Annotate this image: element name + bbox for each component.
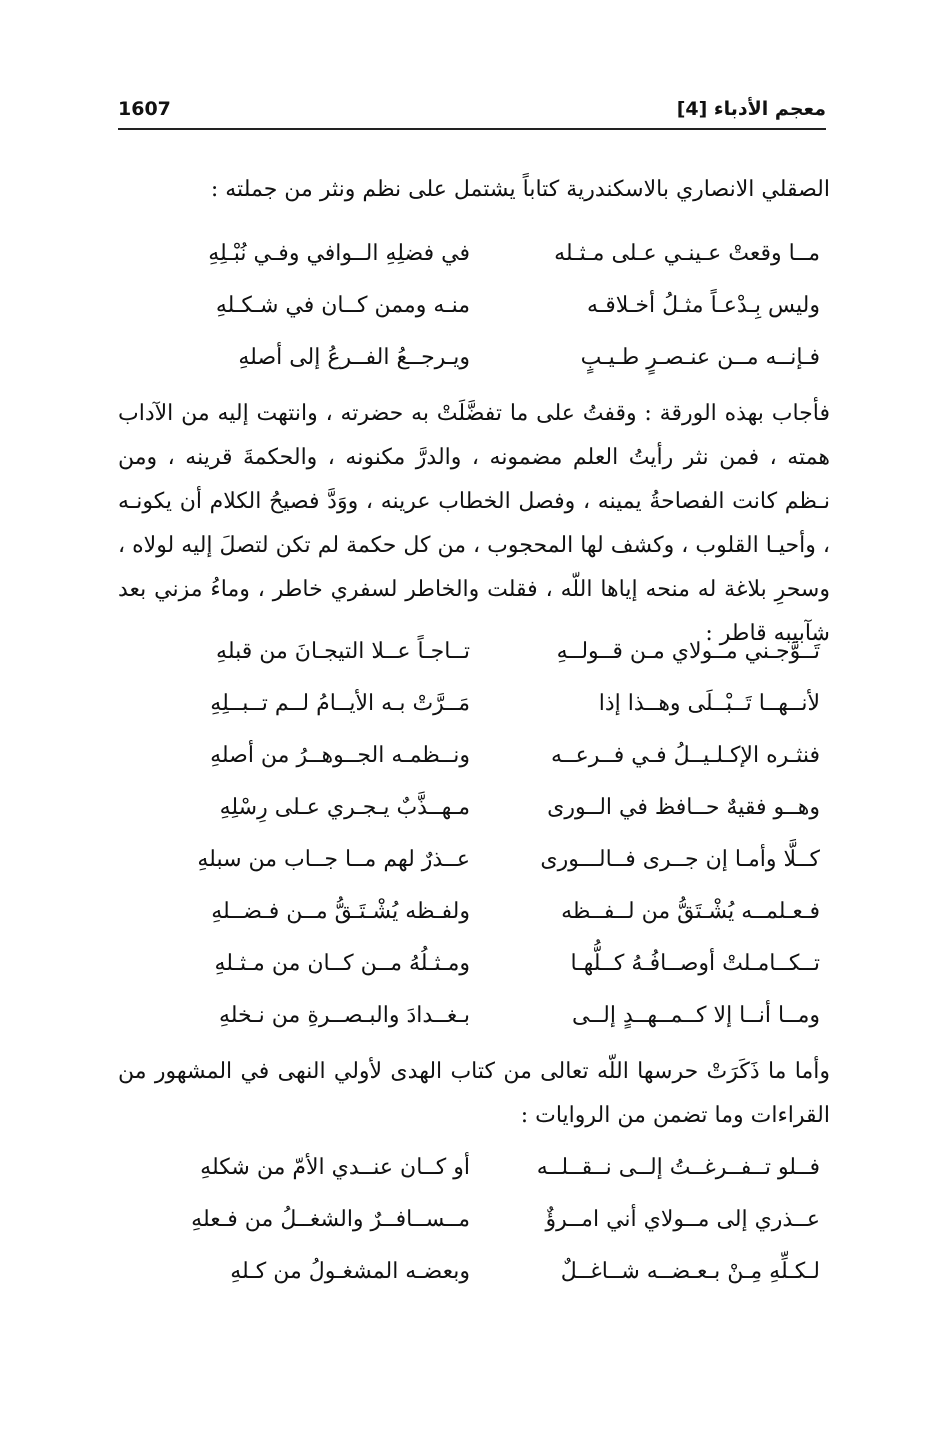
page-number: 1607 — [118, 98, 171, 120]
verse — [150, 332, 820, 384]
first-hemistich: كــلَّا وأمـا إن جــرى فــالـــورى — [540, 847, 820, 872]
verse — [150, 834, 820, 886]
first-hemistich: مــا وقعتْ عـينـي عـلى مـثـله — [554, 241, 820, 266]
running-title: معجم الأدباء [4] — [676, 98, 826, 120]
paragraph-readings: وأما ما ذَكَرَتْ حرسها اللّه تعالى من كتاب الهدى لأولي النهى في المشهور من القراءات وما تضمن من الروايات : — [118, 1059, 830, 1128]
first-hemistich: وهــو فقيهٌ حــافظ في الــورى — [547, 795, 820, 820]
verse — [150, 626, 820, 678]
verse — [150, 1246, 820, 1298]
verse — [150, 678, 820, 730]
second-hemistich: ولفـظه يُشْـتَـقُّ مــن فـضــلهِ — [211, 899, 470, 924]
second-hemistich: أو كــان عنــدي الأمّ من شكلهِ — [200, 1155, 470, 1180]
first-hemistich: لـكـلِّهِ مِـنْ بـعـضــه شــاغــلٌ — [560, 1259, 820, 1284]
second-hemistich: ونــظمـه الجــوهــرُ من أصلهِ — [210, 743, 470, 768]
second-hemistich: منـه وممن كــان في شـكـلهِ — [215, 293, 470, 318]
second-hemistich: مـهــذَّبٌ يـجـري عـلى رِسْلِهِ — [219, 795, 470, 820]
poem-1 — [150, 228, 820, 384]
first-hemistich: فــلو تــفــرغــتُ إلــى نــقــلــه — [536, 1155, 820, 1180]
verse — [150, 1142, 820, 1194]
second-hemistich: بـغــدادَ والبـصــرةِ من نـخلهِ — [218, 1003, 470, 1028]
verse — [150, 938, 820, 990]
first-hemistich: فـعـلمــه يُشْـتَقُّ من لــفــظه — [561, 899, 820, 924]
verse — [150, 990, 820, 1042]
second-hemistich: في فضلِهِ الــوافي وفـي نُبْـلِهِ — [208, 241, 470, 266]
verse — [150, 886, 820, 938]
second-hemistich: ومـثـلُهُ مــن كــان من مـثـلهِ — [214, 951, 470, 976]
first-hemistich: تــكــامـلتْ أوصــافُـهُ كــلُّهـا — [570, 951, 820, 976]
second-hemistich: مــســافــرٌ والشغــلُ من فـعلهِ — [191, 1207, 470, 1232]
poem-2 — [150, 626, 820, 1042]
verse — [150, 280, 820, 332]
paragraph-reply: فأجاب بهذه الورقة : وقفتُ على ما تفضَّلَتْ به حضرته ، وانتهت إليه من الآداب همته ، فمن نثر رأيتُ العلم مضمونه ، والدرَّ مكنونه ، والحكمةَ قرينه ، ومن نـظم كانت الفصاحةُ يمينه ، وفصل الخطاب عرينه ، ووَدَّ فصيحُ الكلام أن يكونـه ، وأحيـا القلوب ، وكشف لها المحجوب ، من كل حكمة لم تكن لتصلَ إليه لولاه ، وسحرِ بلاغة له منحه إياها اللّه ، فقلت والخاطر لسفري خاطر ، وماءُ مزني بعد شآبيبه قاطر : — [118, 401, 830, 646]
first-hemistich: لأنــهــا تَــبْــلَى وهــذا إذا — [598, 691, 820, 716]
verse — [150, 1194, 820, 1246]
second-hemistich: ويـرجــعُ الفــرعُ إلى أصلهِ — [238, 345, 470, 370]
second-hemistich: مَــرَّتْ بـه الأيــامُ لــم تــبــلِهِ — [210, 691, 470, 716]
second-hemistich: عــذرٌ لهم مــا جــاب من سبلهِ — [197, 847, 470, 872]
first-hemistich: فـإنــه مــن عنـصـرٍ طـيـبٍ — [580, 345, 820, 370]
verse — [150, 782, 820, 834]
first-hemistich: تَــوَّجـني مــولاي مـن قــولــهِ — [556, 639, 820, 664]
second-hemistich: وبعضـه المشغـولُ من كـلهِ — [230, 1259, 470, 1284]
first-hemistich: عــذري إلى مــولاي أني امــرؤٌ — [545, 1207, 820, 1232]
intro-line: الصقلي الانصاري بالاسكندرية كتاباً يشتمل على نظم ونثر من جملته : — [210, 177, 830, 202]
first-hemistich: وليس بِـدْعـاً مثـلُ أخـلاقـه — [587, 293, 820, 318]
second-hemistich: تــاجـاً عــلا التيجـانَ من قبلهِ — [216, 639, 470, 664]
page-header — [118, 98, 826, 130]
poem-3 — [150, 1142, 820, 1298]
verse — [150, 730, 820, 782]
first-hemistich: فنثـره الإكـلـيــلُ فـي فــرعــه — [550, 743, 820, 768]
first-hemistich: ومــا أنــا إلا كــمــهــدٍ إلــى — [571, 1003, 820, 1028]
verse — [150, 228, 820, 280]
